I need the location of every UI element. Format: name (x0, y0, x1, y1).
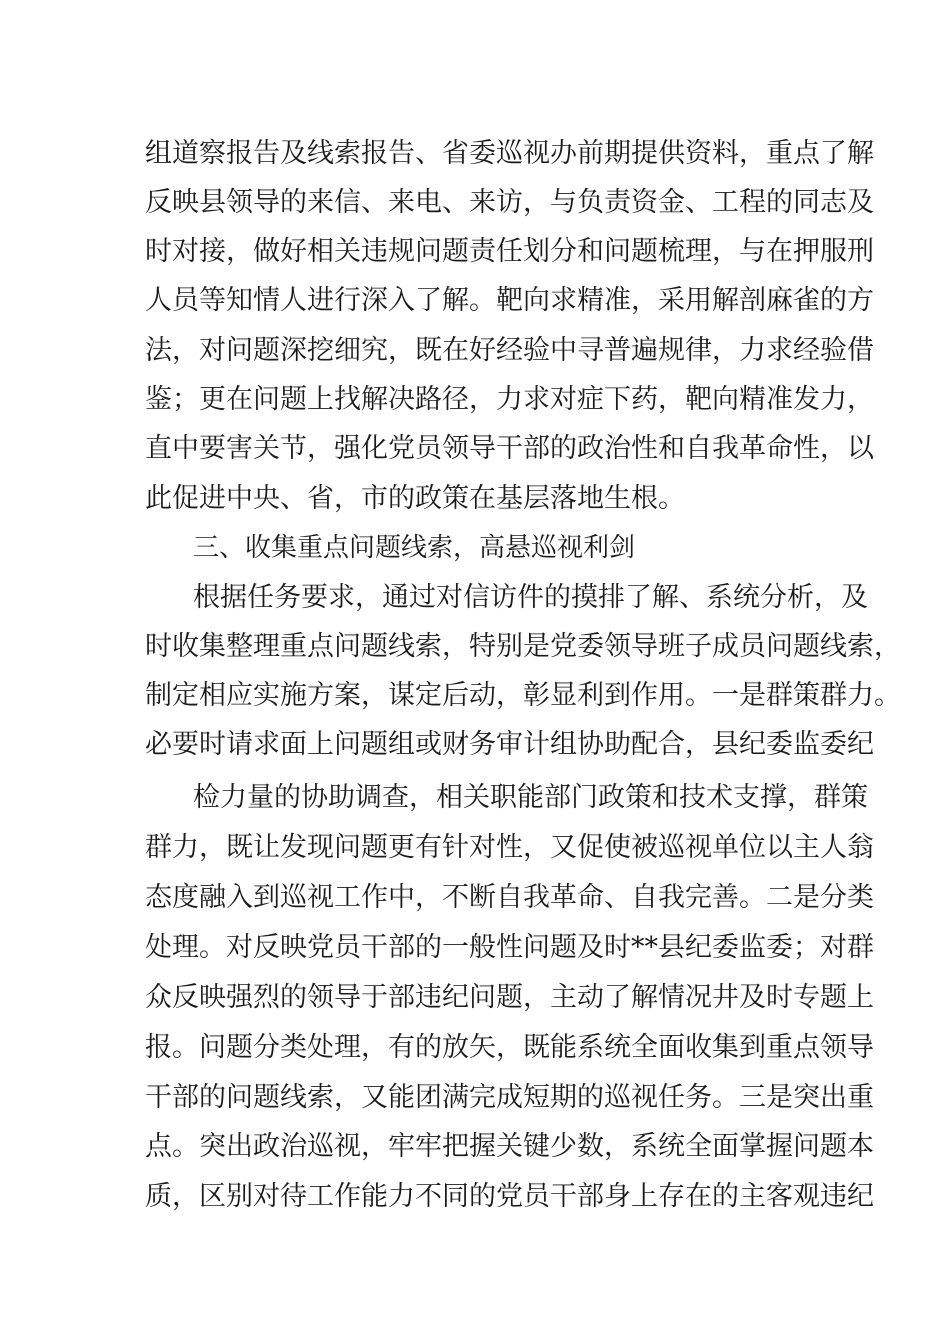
paragraph-first-line: 检力量的协助调查，相关职能部门政策和技术支撑，群策 (193, 782, 868, 813)
text-line: 态度融入到巡视工作中，不断自我革命、自我完善。二是分类 (145, 882, 874, 913)
text-line: 直中要害关节，强化党员领导干部的政治性和自我革命性，以 (145, 433, 874, 464)
text-line: 必要时请求面上问题组或财务审计组协助配合，县纪委监委纪 (145, 729, 874, 760)
paragraph-first-line: 根据任务要求，通过对信访件的摸排了解、系统分析，及 (193, 582, 868, 613)
text-line: 时对接，做好相关违规问题责任划分和问题梳理，与在押服刑 (145, 236, 874, 267)
text-line: 处理。对反映党员干部的一般性问题及时**县纪委监委；对群 (145, 932, 874, 963)
text-line: 干部的问题线索，又能团满完成短期的巡视任务。三是突出重 (145, 1082, 874, 1113)
text-line: 群力，既让发现问题更有针对性，又促使被巡视单位以主人翁 (145, 832, 874, 863)
text-line: 组道察报告及线索报告、省委巡视办前期提供资料，重点了解 (145, 138, 874, 169)
text-line: 此促进中央、省，市的政策在基层落地生根。 (145, 483, 685, 514)
section-heading: 三、收集重点问题线索，高悬巡视利剑 (193, 533, 636, 563)
text-line: 人员等知情人进行深入了解。靶向求精准，采用解剖麻雀的方 (145, 285, 874, 316)
text-line: 报。问题分类处理，有的放矢，既能系统全面收集到重点领导 (145, 1032, 874, 1063)
text-line: 反映县领导的来信、来电、来访，与负责资金、工程的同志及 (145, 187, 874, 218)
text-line: 众反映强烈的领导于部违纪问题，主动了解情况井及时专题上 (145, 982, 874, 1013)
text-line: 法，对问题深挖细究，既在好经验中寻普遍规律，力求经验借 (145, 335, 874, 366)
text-line: 制定相应实施方案，谋定后动，彰显利到作用。一是群策群力。 (145, 680, 901, 711)
text-line: 时收集整理重点问题线索，特别是党委领导班子成员问题线索， (145, 631, 901, 662)
text-line: 鉴；更在问题上找解决路径，力求对症下药，靶向精准发力， (145, 384, 874, 415)
text-line: 点。突出政治巡视，牢牢把握关键少数，系统全面掌握问题本 (145, 1131, 874, 1162)
text-line: 质，区别对待工作能力不同的党员干部身上存在的主客观违纪 (145, 1181, 874, 1212)
